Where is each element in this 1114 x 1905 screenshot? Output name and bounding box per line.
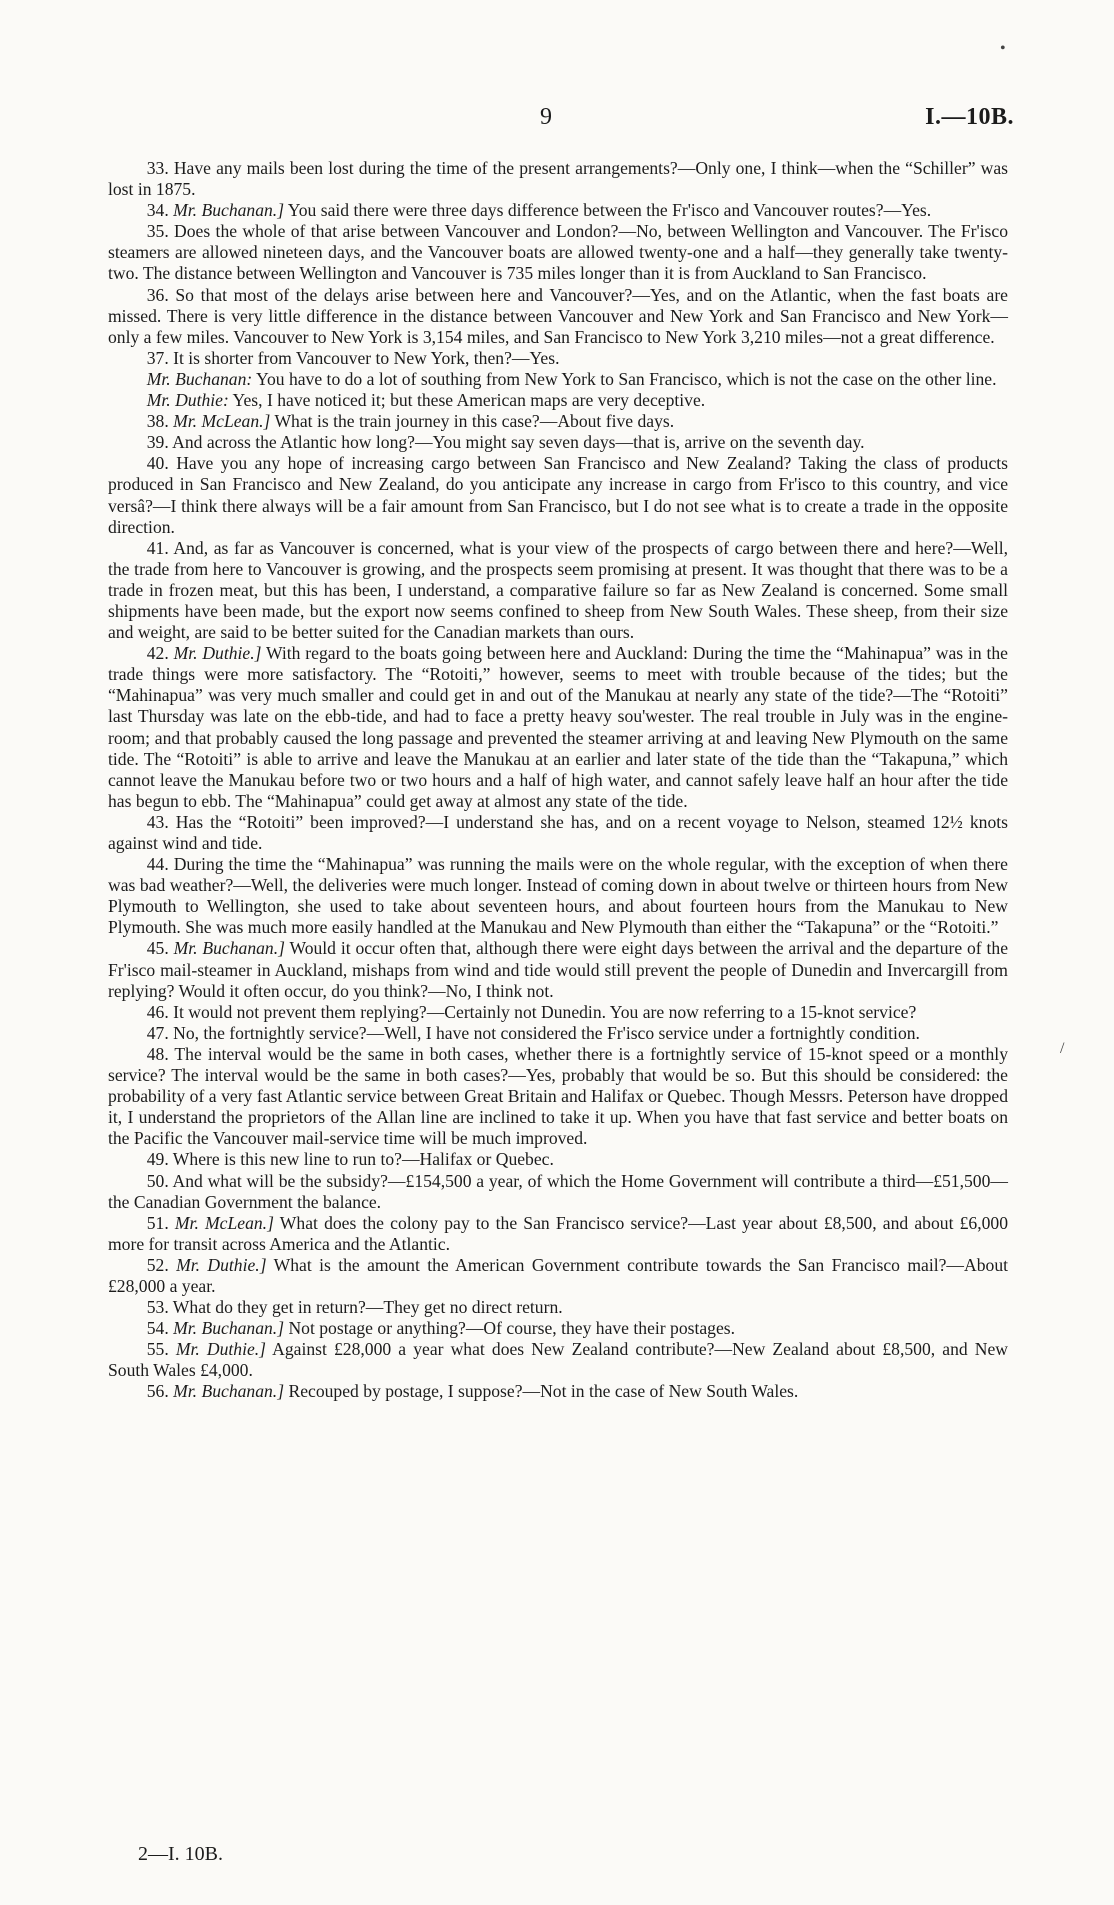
- body-text: [108, 158, 1008, 1403]
- paragraph: [108, 854, 1008, 938]
- paragraph-text: 40. Have you any hope of increasing cargo between San Francisco and New Zealand? Taking the class of products produced in San Francisco and New Zealand, do you anticipate any increase in cargo from Fr'isco to this country, and vice versâ?—I think there always will be a fair amount from San Francisco, but I do not see what is to create a trade in the opposite direction.: [108, 453, 1008, 537]
- paragraph-text: 46. It would not prevent them replying?—Certainly not Dunedin. You are now referring to a 15-knot service?: [146, 1001, 917, 1022]
- speaker: Mr. Buchanan.]: [173, 938, 285, 959]
- paragraph: [108, 643, 1008, 812]
- paragraph: [108, 1318, 1008, 1339]
- paragraph: [108, 1002, 1008, 1023]
- question-number: 42.: [146, 643, 169, 664]
- paragraph-text: 35. Does the whole of that arise between Vancouver and London?—No, between Wellington and Vancouver. The Fr'isco steamers are allowed nineteen days, and the Vancouver boats are allowed twenty-one and a half—they generally take twenty-two. The distance between Wellington and Vancouver is 735 miles longer than it is from Auckland to San Francisco.: [108, 221, 1008, 284]
- paragraph: [108, 938, 1008, 1001]
- paragraph: [108, 1213, 1008, 1255]
- paragraph: [108, 1149, 1008, 1170]
- paragraph: [108, 200, 1008, 221]
- paragraph: [108, 1339, 1008, 1381]
- paragraph-text: 39. And across the Atlantic how long?—You might say seven days—that is, arrive on the seventh day.: [146, 432, 865, 453]
- speaker: Mr. Duthie:: [146, 390, 229, 411]
- speaker: Mr. McLean.]: [173, 411, 271, 432]
- paragraph-text: 50. And what will be the subsidy?—£154,500 a year, of which the Home Government will contribute a third—£51,500—the Canadian Government the balance.: [108, 1170, 1008, 1212]
- speaker: Mr. Buchanan:: [146, 368, 253, 389]
- question-number: 51.: [146, 1212, 169, 1233]
- paragraph: [108, 1023, 1008, 1044]
- speaker: Mr. Duthie.]: [176, 1254, 267, 1275]
- paragraph-text: With regard to the boats going between here and Auckland: During the time the “Mahinapua” was in the trade things were more satisfactory. The “Rotoiti,” however, seems to meet with trouble because of the tides; but the “Mahinapua” was very much smaller and could get in and out of the Manukau at nearly any state of the tide?—The “Rotoiti” last Thursday was late on the ebb-tide, and had to face a pretty heavy sou'wester. The real trouble in July was in the engine-room; and that probably caused the long passage and prevented the steamer arriving at and leaving New Plymouth on the same tide. The “Rotoiti” is able to arrive and leave the Manukau at an earlier and later state of the tide than the “Takapuna,” which cannot leave the Manukau before two or two hours and a half of high water, and cannot safely leave half an hour after the tide has begun to ebb. The “Mahinapua” could get away at almost any state of the tide.: [108, 643, 1008, 811]
- paragraph: [108, 538, 1008, 643]
- paragraph-text: Not postage or anything?—Of course, they have their postages.: [284, 1318, 736, 1339]
- paragraph: [108, 369, 1008, 390]
- paragraph: [108, 285, 1008, 348]
- paragraph-text: What does the colony pay to the San Francisco service?—Last year about £8,500, and about £6,000 more for transit across America and the Atlantic.: [108, 1212, 1009, 1254]
- paragraph-text: What is the amount the American Government contribute towards the San Francisco mail?—About £28,000 a year.: [108, 1254, 1008, 1296]
- paragraph-text: Against £28,000 a year what does New Zealand contribute?—New Zealand about £8,500, and New South Wales £4,000.: [108, 1339, 1008, 1381]
- paragraph: [108, 221, 1008, 284]
- paragraph-text: 48. The interval would be the same in both cases, whether there is a fortnightly service of 15-knot speed or a monthly service? The interval would be the same in both cases?—Yes, probably that would be so. But this should be considered: the probability of a very fast Atlantic service between Great Britain and Halifax or Quebec. Though Messrs. Peterson have dropped it, I understand the proprietors of the Allan line are inclined to take it up. When you have that fast service and better boats on the Pacific the Vancouver mail-service time will be much improved.: [108, 1043, 1008, 1149]
- paragraph-text: 41. And, as far as Vancouver is concerned, what is your view of the prospects of cargo between there and here?—Well, the trade from here to Vancouver is growing, and the prospects seem promising at present. It was thought that there was to be a trade in frozen meat, but this has been, I understand, a comparative failure so far as New Zealand is concerned. Some small shipments have been made, but the export now seems confined to sheep from New South Wales. These sheep, from their size and weight, are said to be better suited for the Canadian markets than ours.: [108, 537, 1008, 643]
- paragraph: [108, 411, 1008, 432]
- question-number: 45.: [146, 938, 169, 959]
- paragraph: [108, 348, 1008, 369]
- speaker: Mr. Duthie.]: [175, 1339, 267, 1360]
- paragraph-text: You have to do a lot of southing from New York to San Francisco, which is not the case on the other line.: [252, 368, 997, 389]
- paragraph-text: Yes, I have noticed it; but these American maps are very deceptive.: [228, 390, 706, 411]
- speaker: Mr. Buchanan.]: [173, 1381, 285, 1402]
- paragraph: [108, 1381, 1008, 1402]
- signature-mark: 2—I. 10B.: [138, 1843, 223, 1865]
- paragraph: [108, 1255, 1008, 1297]
- page-header: [0, 104, 1114, 134]
- question-number: 38.: [146, 411, 169, 432]
- question-number: 55.: [146, 1339, 169, 1360]
- paragraph-text: What is the train journey in this case?—About five days.: [270, 411, 675, 432]
- page-number: 9: [540, 104, 552, 130]
- paragraph: [108, 1044, 1008, 1149]
- paragraph: [108, 1297, 1008, 1318]
- paragraph-text: Would it occur often that, although there were eight days between the arrival and the departure of the Fr'isco mail-steamer in Auckland, mishaps from wind and tide would still prevent the people of Dunedin and Invercargill from replying? Would it often occur, do you think?—No, I think not.: [108, 938, 1009, 1001]
- paragraph: [108, 432, 1008, 453]
- paragraph: [108, 390, 1008, 411]
- paragraph-text: 43. Has the “Rotoiti” been improved?—I understand she has, and on a recent voyage to Nelson, steamed 12½ knots against wind and tide.: [108, 811, 1008, 853]
- document-reference: I.—10B.: [925, 104, 1014, 130]
- paragraph-text: Recouped by postage, I suppose?—Not in the case of New South Wales.: [284, 1381, 799, 1402]
- speaker: Mr. McLean.]: [174, 1212, 274, 1233]
- question-number: 52.: [146, 1254, 169, 1275]
- paragraph: [108, 158, 1008, 200]
- stray-mark: /: [1060, 1040, 1065, 1057]
- question-number: 34.: [146, 200, 169, 221]
- paragraph-text: 53. What do they get in return?—They get no direct return.: [146, 1297, 563, 1318]
- question-number: 54.: [146, 1318, 169, 1339]
- paragraph-text: 37. It is shorter from Vancouver to New York, then?—Yes.: [146, 347, 560, 368]
- speaker: Mr. Duthie.]: [173, 643, 262, 664]
- speaker: Mr. Buchanan.]: [173, 1318, 285, 1339]
- paragraph-text: 47. No, the fortnightly service?—Well, I have not considered the Fr'isco service under a fortnightly condition.: [146, 1022, 920, 1043]
- paragraph-text: You said there were three days difference between the Fr'isco and Vancouver routes?—Yes.: [284, 200, 932, 221]
- question-number: 56.: [146, 1381, 169, 1402]
- speaker: Mr. Buchanan.]: [173, 200, 285, 221]
- paragraph: [108, 812, 1008, 854]
- paragraph-text: 36. So that most of the delays arise between here and Vancouver?—Yes, and on the Atlantic, when the fast boats are missed. There is very little difference in the distance between Vancouver and New York and San Francisco and New York—only a few miles. Vancouver to New York is 3,154 miles, and San Francisco to New York 3,210 miles—not a great difference.: [108, 284, 1008, 347]
- paragraph-text: 33. Have any mails been lost during the time of the present arrangements?—Only one, I think—when the “Schiller” was lost in 1875.: [108, 158, 1008, 200]
- paragraph-text: 44. During the time the “Mahinapua” was running the mails were on the whole regular, with the exception of when there was bad weather?—Well, the deliveries were much longer. Instead of coming down in about twelve or thirteen hours from New Plymouth to Wellington, she used to take about seventeen hours, and about fourteen hours from the Manukau to New Plymouth. She was much more easily handled at the Manukau and New Plymouth than either the “Takapuna” or the “Rotoiti.”: [108, 854, 1008, 938]
- paragraph-text: 49. Where is this new line to run to?—Halifax or Quebec.: [146, 1149, 554, 1170]
- paragraph: [108, 1171, 1008, 1213]
- paragraph: [108, 453, 1008, 537]
- stray-mark: •: [1000, 40, 1006, 57]
